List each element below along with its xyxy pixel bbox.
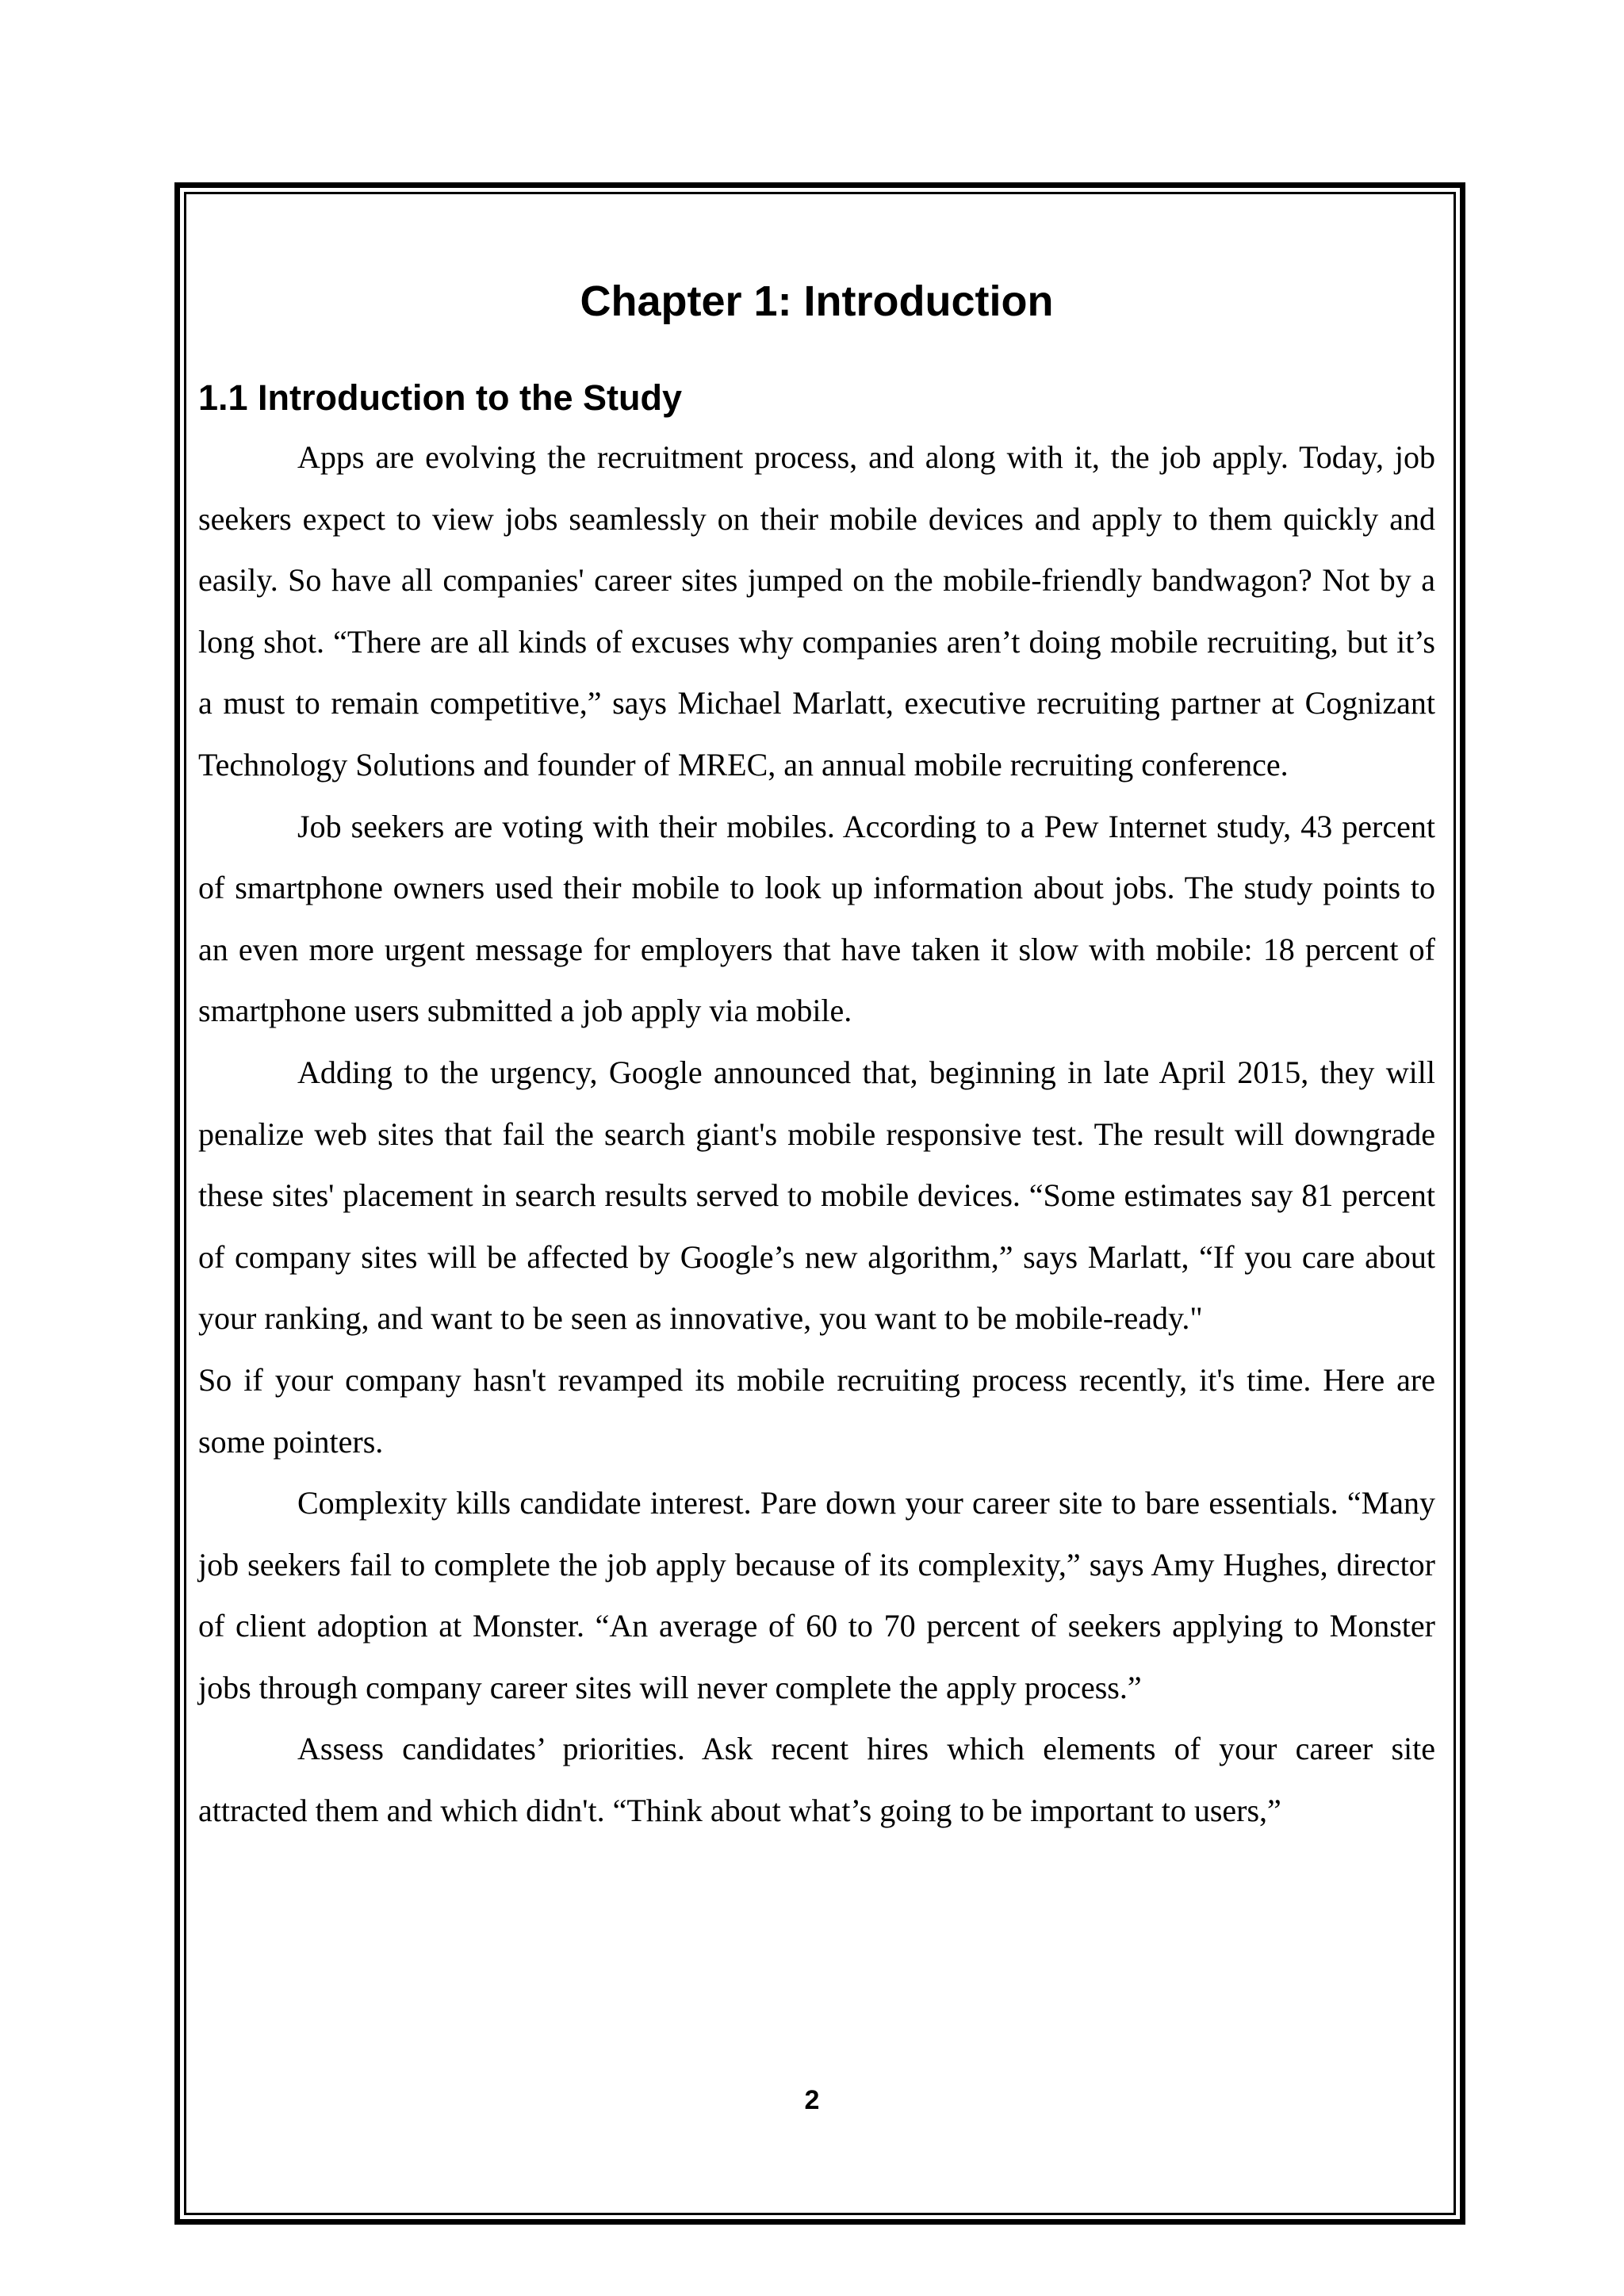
page-number: 2 <box>804 2085 820 2115</box>
paragraph: Assess candidates’ priorities. Ask recent hires which elements of your career site attracted them and which didn't. “Think about what’s going to be important to users,” <box>198 1731 1435 1829</box>
paragraph: So if your company hasn't revamped its mobile recruiting process recently, it's time. Here are some pointers. <box>198 1361 1435 1460</box>
paragraph: Complexity kills candidate interest. Pare down your career site to bare essentials. “Many job seekers fail to complete the job apply because of its complexity,” says Amy Hughes, director of client adoption at Monster. “An average of 60 to 70 percent of seekers applying to Monster jobs through company career sites will never complete the apply process.” <box>198 1485 1435 1705</box>
paragraph: Job seekers are voting with their mobiles. According to a Pew Internet study, 43 percent of smartphone owners used their mobile to look up information about jobs. The study points to an even more urgent message for employers that have taken it slow with mobile: 18 percent of smartphone users submitted a job apply via mobile. <box>198 808 1435 1029</box>
section-heading: 1.1 Introduction to the Study <box>198 377 682 418</box>
chapter-title: Chapter 1: Introduction <box>580 277 1054 325</box>
paragraph: Adding to the urgency, Google announced that, beginning in late April 2015, they will penalize web sites that fail the search giant's mobile responsive test. The result will downgrade these sites' placement in search results served to mobile devices. “Some estimates say 81 percent of company sites will be affected by Google’s new algorithm,” says Marlatt, “If you care about your ranking, and want to be seen as innovative, you want to be mobile-ready." <box>198 1054 1435 1337</box>
page-content <box>198 262 1435 1842</box>
paragraph: Apps are evolving the recruitment process, and along with it, the job apply. Today, job seekers expect to view jobs seamlessly on their mobile devices and apply to them quickly and easily. So have all companies' career sites jumped on the mobile-friendly bandwagon? Not by a long shot. “There are all kinds of excuses why companies aren’t doing mobile recruiting, but it’s a must to remain competitive,” says Michael Marlatt, executive recruiting partner at Cognizant Technology Solutions and founder of MREC, an annual mobile recruiting conference. <box>198 439 1435 783</box>
